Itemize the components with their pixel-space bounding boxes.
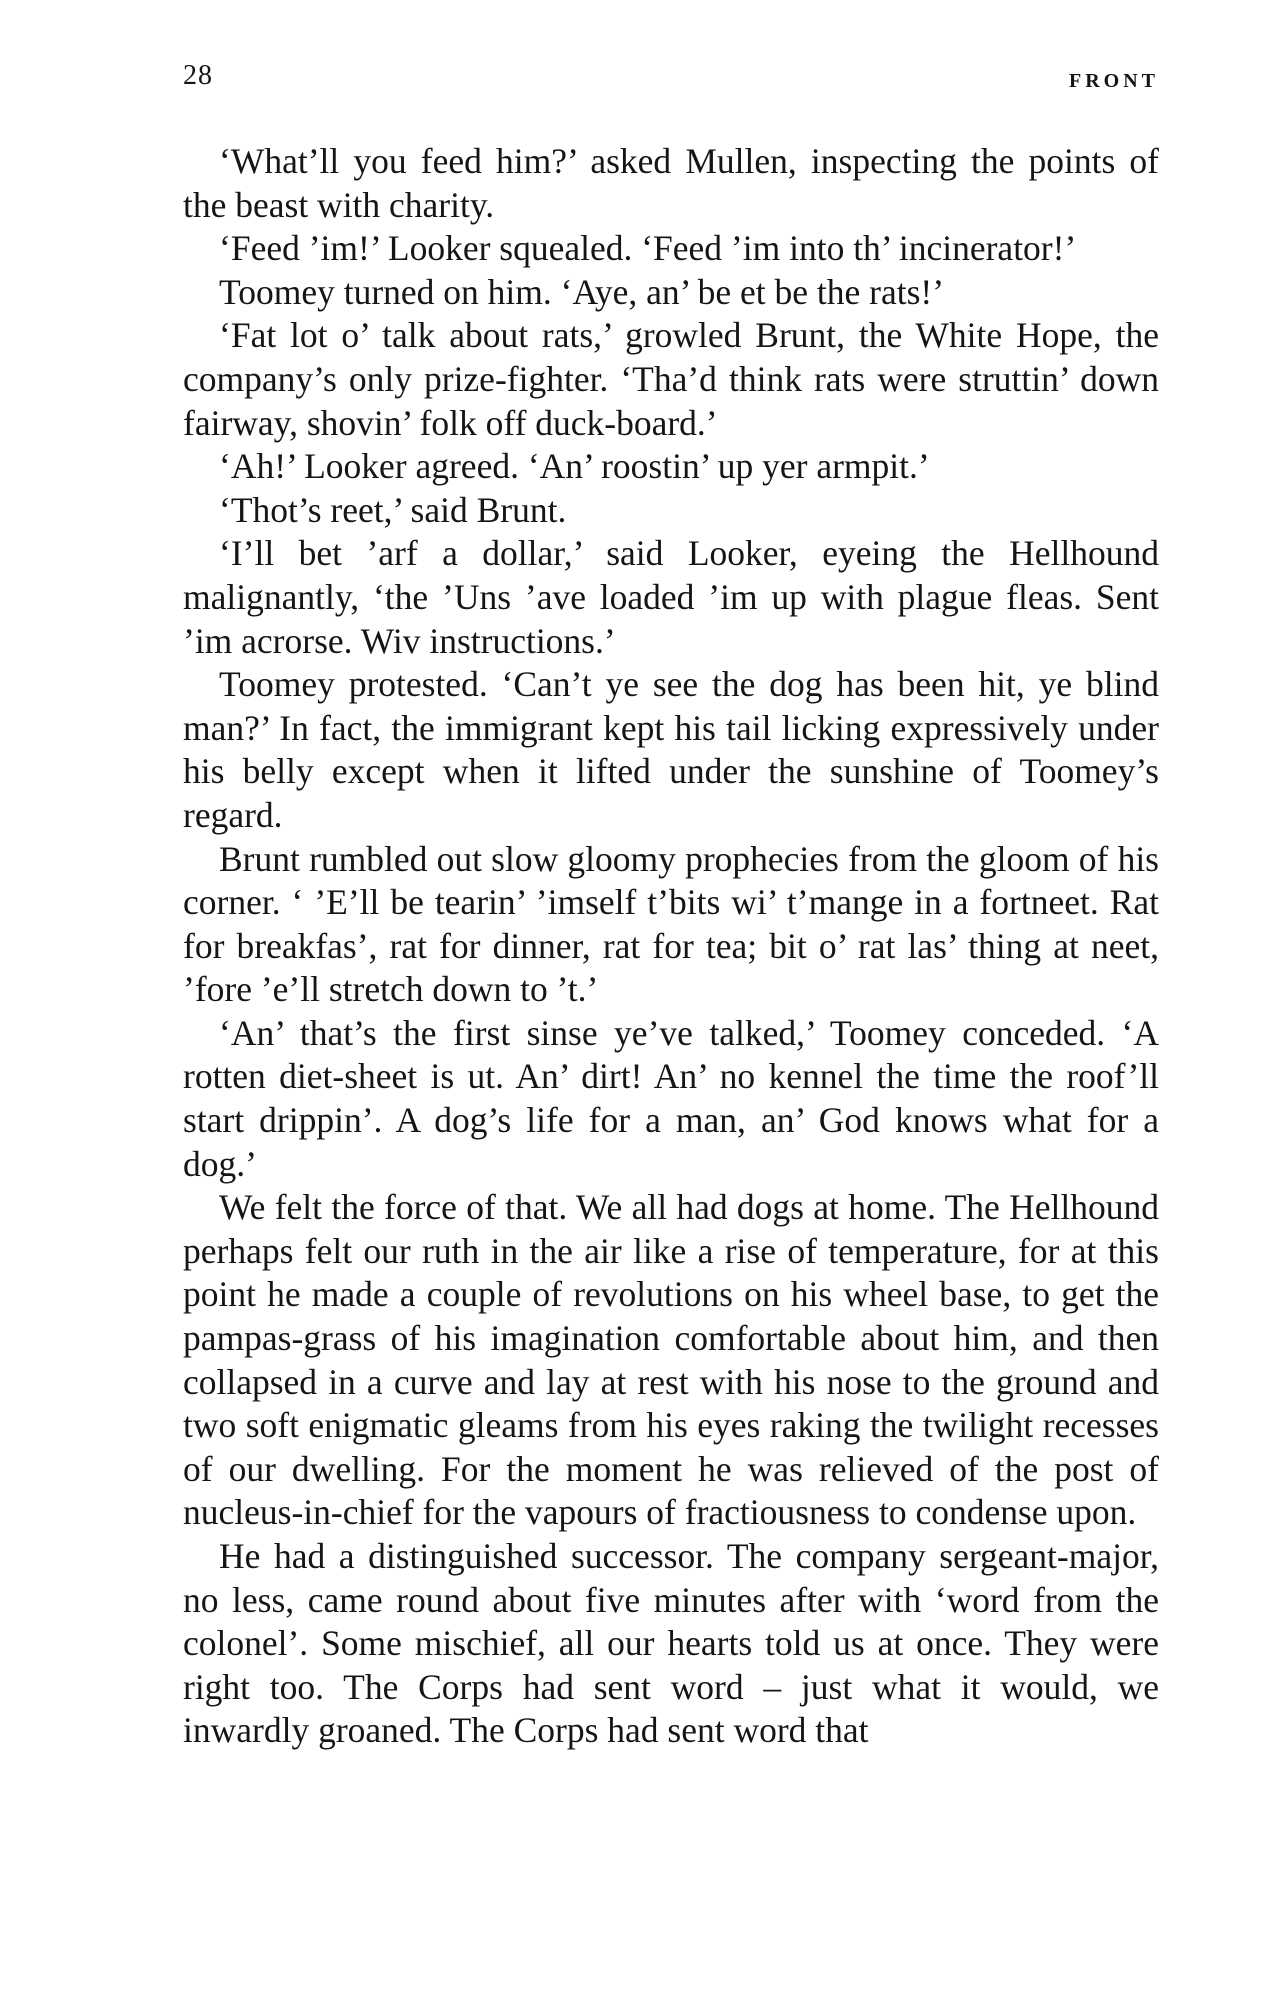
body-text <box>183 140 1159 1753</box>
paragraph: We felt the force of that. We all had dogs at home. The Hellhound perhaps felt our ruth in the air like a rise of temperature, for at this point he made a couple of revolutions on his wheel base, to get the pampas-grass of his imagination comfortable about him, and then collapsed in a curve and lay at rest with his nose to the ground and two soft enigmatic gleams from his eyes raking the twilight recesses of our dwelling. For the moment he was relieved of the post of nucleus-in-chief for the vapours of fractiousness to condense upon. <box>183 1187 1159 1533</box>
paragraph: ‘I’ll bet ’arf a dollar,’ said Looker, eyeing the Hellhound malignantly, ‘the ’Uns ’ave loaded ’im up with plague fleas. Sent ’im acrorse. Wiv instructions.’ <box>183 533 1159 661</box>
paragraph: ‘Ah!’ Looker agreed. ‘An’ roostin’ up yer armpit.’ <box>219 446 930 487</box>
paragraph: ‘What’ll you feed him?’ asked Mullen, inspecting the points of the beast with charity. <box>183 141 1159 225</box>
book-page <box>183 60 1159 1753</box>
paragraph: He had a distinguished successor. The company sergeant-major, no less, came round about five minutes after with ‘word from the colonel’. Some mischief, all our hearts told us at once. They were right too. The Corps had sent word – just what it would, we inwardly groaned. The Corps had sent word that <box>183 1536 1159 1751</box>
paragraph: Toomey protested. ‘Can’t ye see the dog has been hit, ye blind man?’ In fact, the immigrant kept his tail licking expressively under his belly except when it lifted under the sunshine of Toomey’s regard. <box>183 664 1159 835</box>
paragraph: ‘Feed ’im!’ Looker squealed. ‘Feed ’im into th’ incinerator!’ <box>219 228 1077 269</box>
running-head <box>183 60 1159 120</box>
paragraph: Toomey turned on him. ‘Aye, an’ be et be the rats!’ <box>219 271 945 312</box>
running-title: FRONT <box>1069 70 1159 92</box>
paragraph: Brunt rumbled out slow gloomy prophecies from the gloom of his corner. ‘ ’E’ll be tearin’ ’imself t’bits wi’ t’mange in a fortneet. Rat for breakfas’, rat for dinner, rat for tea; bit o’ rat las’ thing at neet, ’fore ’e’ll stretch down to ’t.’ <box>183 838 1159 1010</box>
paragraph: ‘An’ that’s the first sinse ye’ve talked,’ Toomey conceded. ‘A rotten diet-sheet is ut. An’ dirt! An’ no kennel the time the roof’ll start drippin’. A dog’s life for a man, an’ God knows what for a dog.’ <box>183 1012 1159 1184</box>
paragraph: ‘Fat lot o’ talk about rats,’ growled Brunt, the White Hope, the company’s only prize-fighter. ‘Tha’d think rats were struttin’ down fairway, shovin’ folk off duck-board.’ <box>183 315 1159 443</box>
paragraph: ‘Thot’s reet,’ said Brunt. <box>219 489 567 530</box>
page-number: 28 <box>183 60 213 91</box>
